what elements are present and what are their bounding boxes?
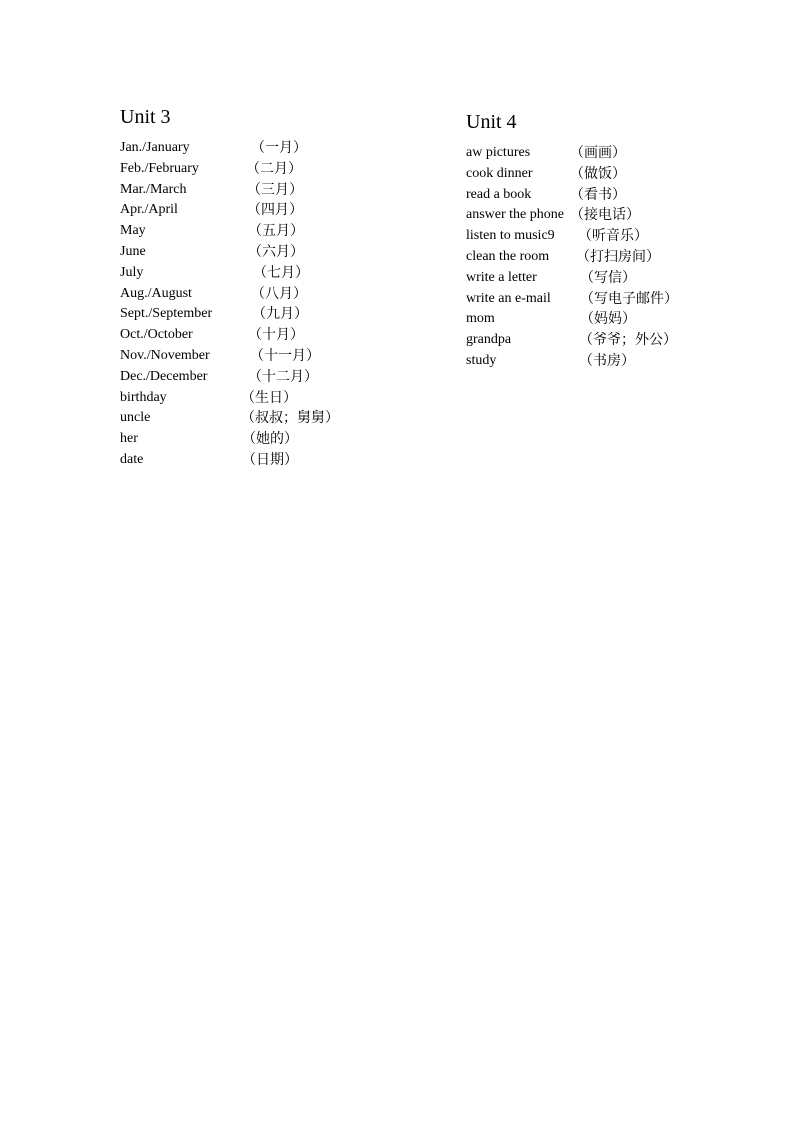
vocab-meaning: （她的） (242, 431, 298, 448)
vocab-row (120, 388, 297, 409)
vocab-meaning: （一月） (251, 140, 307, 156)
vocab-meaning: （生日） (241, 389, 297, 406)
vocab-word: Oct./October (120, 327, 193, 343)
vocab-row (120, 325, 304, 346)
vocab-word: grandpa (466, 332, 512, 348)
vocab-meaning: （写电子邮件） (580, 290, 678, 307)
vocab-word: write a letter (466, 269, 537, 285)
vocab-word: Aug./August (120, 285, 192, 301)
vocab-word: birthday (120, 389, 167, 405)
vocab-word: Jan./January (120, 140, 190, 155)
vocab-row (466, 247, 660, 268)
vocab-word: July (120, 264, 144, 280)
vocab-meaning: （十月） (248, 327, 304, 344)
vocab-row (466, 309, 636, 330)
vocab-row (466, 143, 626, 164)
vocab-word: Nov./November (120, 347, 210, 363)
unit-4-section (466, 111, 678, 372)
vocab-row (120, 408, 339, 429)
vocab-meaning: （看书） (570, 186, 626, 203)
vocab-word: uncle (120, 410, 151, 426)
vocab-row (466, 205, 640, 226)
vocab-meaning: （九月） (252, 306, 308, 323)
vocab-meaning: （十二月） (248, 368, 318, 385)
vocab-row (466, 226, 648, 247)
vocab-word: read a book (466, 186, 532, 202)
vocab-meaning: （妈妈） (580, 311, 636, 328)
vocab-meaning: （十一月） (250, 347, 320, 364)
vocab-row (466, 185, 626, 206)
vocab-word: Dec./December (120, 368, 208, 384)
vocab-meaning: （接电话） (570, 207, 640, 224)
vocab-row (466, 268, 636, 289)
vocab-row (120, 180, 303, 201)
vocab-meaning: （七月） (253, 264, 309, 281)
vocab-row (466, 289, 678, 310)
vocab-meaning: （四月） (247, 202, 303, 219)
vocab-row (120, 367, 318, 388)
vocab-word: Feb./February (120, 160, 199, 176)
unit-4-title: Unit 4 (466, 111, 517, 133)
vocab-word: date (120, 451, 144, 467)
vocab-row (120, 242, 304, 263)
vocab-meaning: （叔叔；舅舅） (241, 410, 339, 427)
vocab-row (120, 138, 307, 159)
vocab-word: Apr./April (120, 202, 178, 218)
vocab-row (120, 200, 303, 221)
vocab-meaning: （二月） (246, 160, 302, 177)
vocab-word: her (120, 431, 138, 447)
vocab-meaning: （做饭） (570, 165, 626, 182)
vocab-row (120, 346, 320, 367)
vocab-word: cook dinner (466, 165, 533, 181)
unit-4-vocab-list (466, 143, 678, 372)
vocab-meaning: （八月） (251, 285, 307, 302)
vocab-row (120, 159, 302, 180)
vocab-row (120, 263, 309, 284)
vocab-word: listen to music9 (466, 228, 555, 244)
vocab-meaning: （三月） (247, 181, 303, 198)
vocab-word: mom (466, 311, 495, 327)
vocab-meaning: （六月） (248, 243, 304, 260)
vocab-meaning: （爷爷；外公） (579, 332, 677, 349)
vocab-row (120, 450, 298, 471)
vocab-row (466, 330, 677, 351)
vocab-word: Sept./September (120, 306, 213, 322)
vocab-word: aw pictures (466, 145, 531, 160)
vocab-meaning: （打扫房间） (576, 248, 660, 265)
vocab-word: Mar./March (120, 181, 187, 197)
vocab-word: May (120, 223, 146, 239)
vocab-meaning: （画画） (570, 145, 626, 161)
vocab-word: clean the room (466, 248, 550, 264)
vocab-row (120, 284, 307, 305)
vocab-row (120, 221, 304, 242)
vocab-row (466, 164, 626, 185)
vocab-word: study (466, 352, 497, 368)
vocab-meaning: （书房） (579, 352, 635, 369)
vocab-meaning: （听音乐） (578, 228, 648, 245)
vocab-row (466, 351, 635, 372)
unit-3-title: Unit 3 (120, 106, 171, 128)
vocab-word: write an e-mail (466, 290, 551, 306)
vocab-row (120, 304, 308, 325)
vocab-meaning: （写信） (580, 269, 636, 286)
vocab-word: June (120, 243, 146, 259)
vocab-word: answer the phone (466, 207, 564, 223)
unit-3-vocab-list (120, 138, 339, 471)
vocab-row (120, 429, 298, 450)
vocab-meaning: （日期） (242, 451, 298, 468)
vocab-meaning: （五月） (248, 223, 304, 240)
unit-3-section (120, 106, 339, 471)
